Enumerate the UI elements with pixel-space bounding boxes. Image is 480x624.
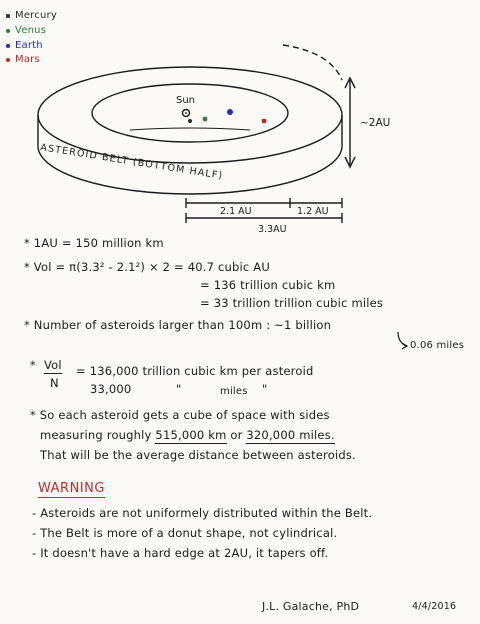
inner-radius-label: 2.1 AU xyxy=(220,206,252,217)
sun-center-dot-icon xyxy=(185,112,187,114)
ratio-line2-miles: miles xyxy=(220,386,248,397)
legend-label: Mercury xyxy=(15,10,57,21)
belt-top-half-dashed xyxy=(283,45,342,80)
ratio-line2-value: 33,000 xyxy=(90,382,132,396)
miles-pointer-arrow xyxy=(0,330,480,360)
legend-label: Venus xyxy=(15,25,47,36)
warning-item-1: - Asteroids are not uniformely distributed within the Belt. xyxy=(32,506,373,520)
belt-inner-wall-arc xyxy=(130,128,250,130)
mercury-planet-icon xyxy=(188,119,192,123)
venus-planet-icon xyxy=(203,117,208,122)
warning-title: WARNING xyxy=(38,481,105,496)
ratio-denominator: N xyxy=(50,376,59,390)
outer-radius-label: 3.3AU xyxy=(258,224,287,235)
cube-note-line3: That will be the average distance between asteroids. xyxy=(40,448,356,462)
volume-note-line2: = 136 trillion cubic km xyxy=(200,278,336,292)
cube-note-line1: * So each asteroid gets a cube of space with sides xyxy=(30,408,330,422)
cube-note-line2 xyxy=(40,430,335,442)
earth-planet-icon xyxy=(227,109,233,115)
cube-note-prefix: measuring roughly xyxy=(40,428,152,442)
sun-label: Sun xyxy=(176,95,196,106)
ratio-star: * xyxy=(30,358,36,372)
volume-note-line3: = 33 trillion trillion cubic miles xyxy=(200,296,384,310)
ratio-line2-ditto: " xyxy=(176,382,182,396)
legend-label: Mars xyxy=(15,54,40,65)
warning-item-3: - It doesn't have a hard edge at 2AU, it tapers off. xyxy=(32,546,329,560)
miles-conversion-note: 0.06 miles xyxy=(410,340,465,351)
distance-miles-value: 320,000 miles. xyxy=(246,428,335,442)
cube-note-or: or xyxy=(230,428,243,442)
asteroid-count-note: * Number of asteroids larger than 100m : ~1 billion xyxy=(24,318,332,332)
mars-planet-icon xyxy=(262,119,267,124)
ratio-line1: = 136,000 trillion cubic km per asteroid xyxy=(76,364,314,378)
asteroid-belt-diagram xyxy=(0,0,480,240)
volume-note-line1: * Vol = π(3.3² - 2.1²) × 2 = 40.7 cubic AU xyxy=(24,260,270,274)
warning-item-2: - The Belt is more of a donut shape, not cylindrical. xyxy=(32,526,338,540)
signature-date: 4/4/2016 xyxy=(412,601,457,612)
ratio-numerator: Vol xyxy=(44,358,62,372)
height-label: ~2AU xyxy=(360,117,391,129)
au-note: * 1AU = 150 million km xyxy=(24,236,164,250)
ratio-line2-ditto2: " xyxy=(262,382,268,396)
belt-label: ASTEROID BELT (BOTTOM HALF) xyxy=(39,142,225,182)
distance-km-value: 515,000 km xyxy=(155,428,227,442)
signature-name: J.L. Galache, PhD xyxy=(262,600,360,613)
legend-label: Earth xyxy=(15,40,43,51)
belt-width-label: 1.2 AU xyxy=(297,206,329,217)
